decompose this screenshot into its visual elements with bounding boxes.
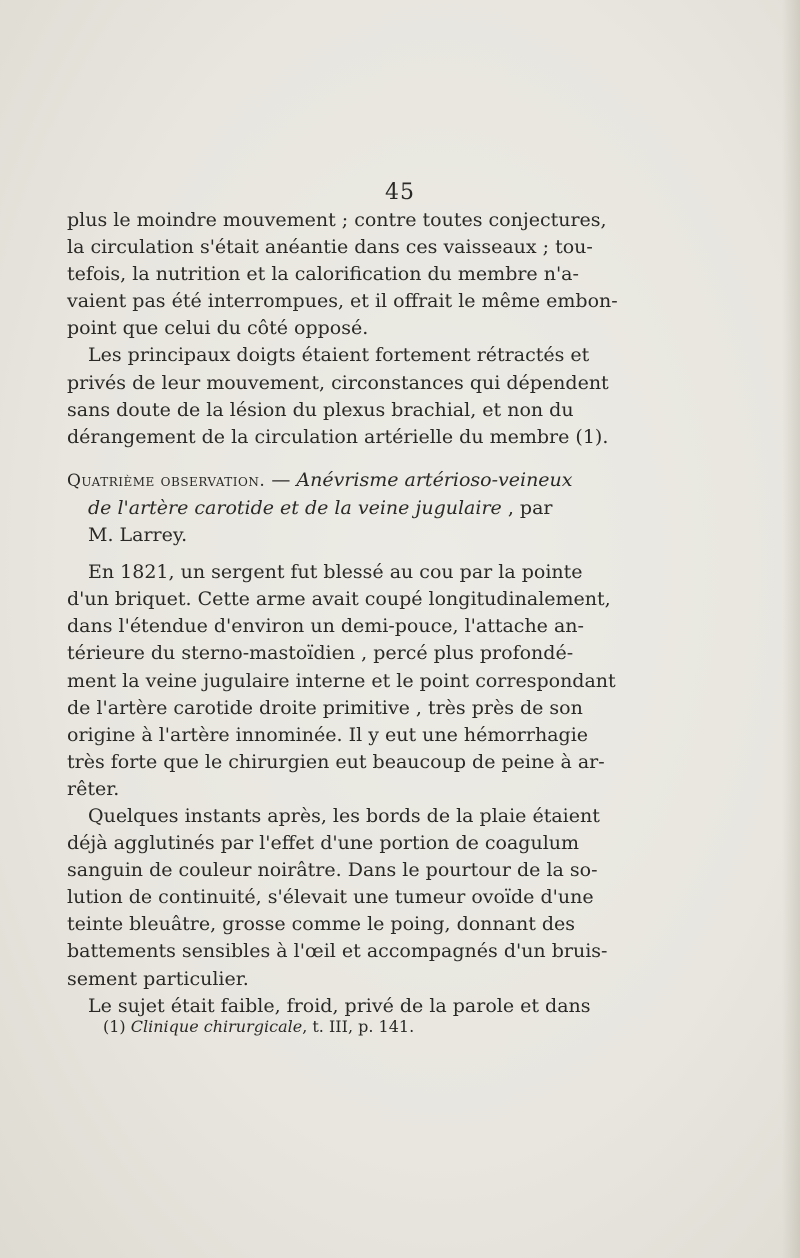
text-line: En 1821, un sergent fut blessé au cou par la pointe <box>88 561 583 584</box>
paragraph-1 <box>67 207 618 342</box>
heading-line-2 <box>67 495 553 522</box>
text-line: privés de leur mouvement, circonstances qui dépendent <box>67 371 609 394</box>
text-line: plus le moindre mouvement ; contre toutes conjectures, <box>67 209 607 231</box>
paragraph-4 <box>67 803 608 993</box>
section-gap <box>67 549 530 559</box>
text-line: très forte que le chirurgien eut beaucoup de peine à ar- <box>67 750 605 773</box>
text-line: ment la veine jugulaire interne et le point correspondant <box>67 669 616 692</box>
text-line: la circulation s'était anéantie dans ces vaisseaux ; tou- <box>67 236 593 259</box>
footnote-title: Clinique chirurgicale <box>130 1017 303 1036</box>
page-number: 45 <box>385 180 415 205</box>
text-line: sanguin de couleur noirâtre. Dans le pourtour de la so- <box>67 859 598 882</box>
body-text <box>67 207 618 1020</box>
paragraph-3 <box>67 559 616 803</box>
footnote-marker: (1) <box>103 1017 126 1036</box>
observation-label: Quatrième observation. <box>67 470 266 491</box>
text-line: sans doute de la lésion du plexus brachial, et non du <box>67 398 574 421</box>
text-line: d'un briquet. Cette arme avait coupé longitudinalement, <box>67 588 611 611</box>
observation-title-1: Anévrisme artérioso-veineux <box>296 468 573 491</box>
text-line: teinte bleuâtre, grosse comme le poing, donnant des <box>67 913 576 936</box>
text-line: Le sujet était faible, froid, privé de la parole et dans <box>88 994 591 1017</box>
heading-dash: — <box>265 468 297 491</box>
observation-author: M. Larrey. <box>88 524 188 547</box>
text-line: Quelques instants après, les bords de la plaie étaient <box>88 804 600 827</box>
paragraph-5 <box>67 993 591 1020</box>
heading-line-1 <box>67 467 573 495</box>
text-line: battements sensibles à l'œil et accompagnés d'un bruis- <box>67 940 608 963</box>
text-line: de l'artère carotide droite primitive , très près de son <box>67 696 583 719</box>
text-line: rêter. <box>67 777 120 800</box>
observation-title-2: de l'artère carotide et de la veine jugulaire <box>88 496 502 519</box>
observation-heading <box>67 467 573 549</box>
text-line: Les principaux doigts étaient fortement rétractés et <box>88 344 590 367</box>
footnote-reference: , t. III, p. 141. <box>302 1017 415 1036</box>
text-line: tefois, la nutrition et la calorification du membre n'a- <box>67 263 579 286</box>
text-line: point que celui du côté opposé. <box>67 317 369 340</box>
paragraph-2 <box>67 342 609 450</box>
text-line: lution de continuité, s'élevait une tumeur ovoïde d'une <box>67 886 594 909</box>
footnote <box>103 1017 414 1036</box>
text-line: vaient pas été interrompues, et il offrait le même embon- <box>67 290 618 313</box>
text-line: dans l'étendue d'environ un demi-pouce, l'attache an- <box>67 615 584 638</box>
text-line: dérangement de la circulation artérielle du membre (1). <box>67 425 609 448</box>
observation-title-tail: , par <box>501 496 553 519</box>
text-line: térieure du sterno-mastoïdien , percé plus profondé- <box>67 642 574 665</box>
text-line: sement particulier. <box>67 967 249 990</box>
text-line: origine à l'artère innominée. Il y eut une hémorrhagie <box>67 723 589 746</box>
text-line: déjà agglutinés par l'effet d'une portion de coagulum <box>67 832 580 855</box>
